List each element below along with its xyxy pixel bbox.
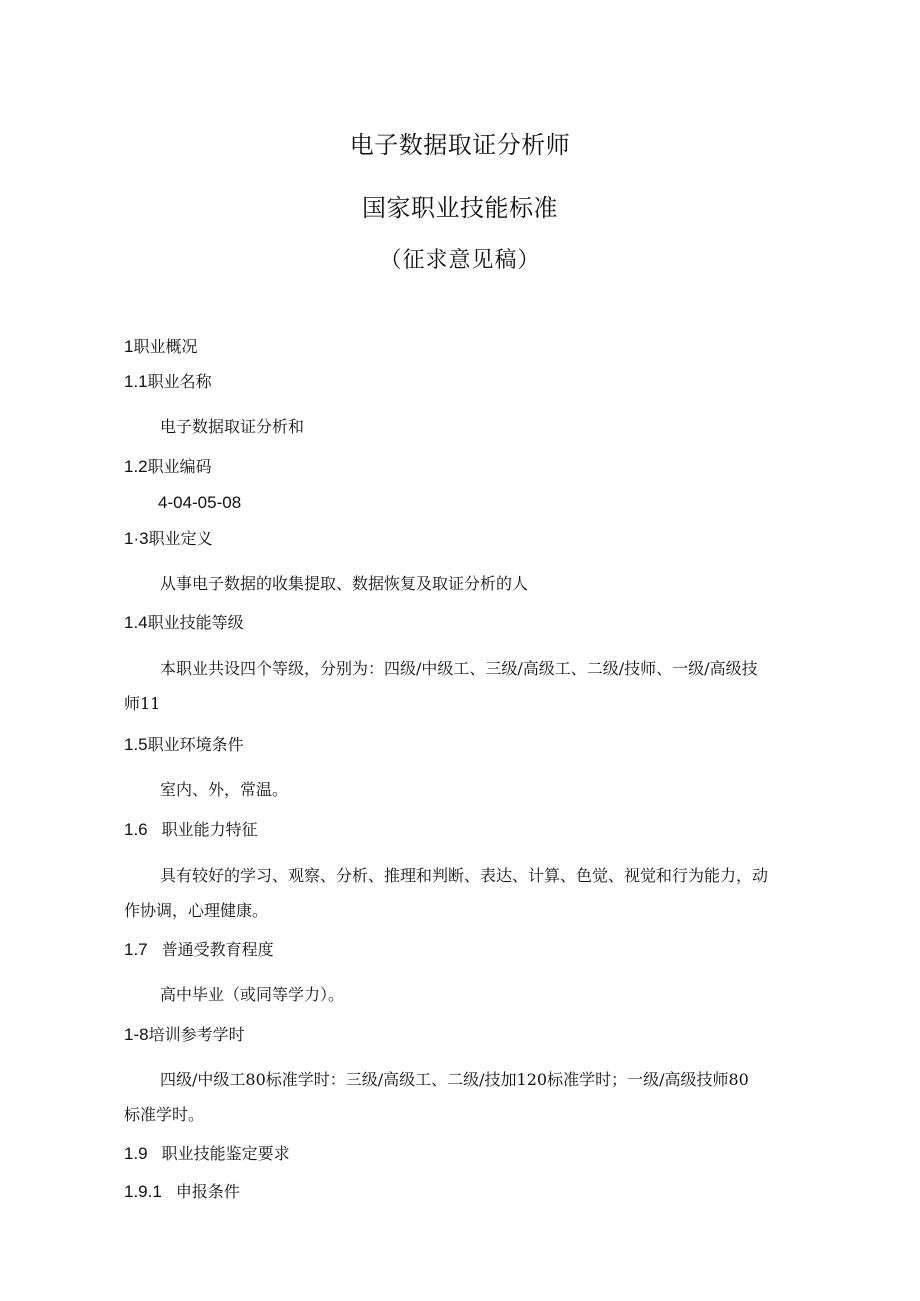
section-title: 职业定义 <box>148 529 213 548</box>
section-heading-1-2 <box>124 458 212 475</box>
section-number: 1.2 <box>124 457 148 476</box>
section-title: 职业能力特征 <box>161 820 258 839</box>
section-number: 1-8 <box>124 1025 149 1044</box>
section-number: 1.9.1 <box>124 1182 162 1201</box>
section-body-1-4-line1: 本职业共设四个等级，分别为：四级/中级工、三级/高级工、二级/技师、一级/高级技 <box>160 659 758 678</box>
section-body-1-3: 从事电子数据的收集提取、数据恢复及取证分析的人 <box>160 574 529 593</box>
section-number: 1·3 <box>124 529 149 548</box>
section-number: 1.1 <box>124 372 148 391</box>
section-title: 职业名称 <box>147 372 212 391</box>
section-title: 普通受教育程度 <box>161 940 274 959</box>
section-body-1-8-line2: 标准学时。 <box>124 1105 205 1124</box>
section-heading-1-5 <box>124 736 244 753</box>
section-number: 1.5 <box>124 735 148 754</box>
section-heading-1-1 <box>124 373 212 390</box>
occupation-code: 4-04-05-08 <box>158 493 242 512</box>
section-number: 1.7 <box>124 940 148 959</box>
section-title: 职业技能等级 <box>147 613 244 632</box>
section-heading-1-8 <box>124 1026 245 1043</box>
section-title: 申报条件 <box>175 1182 240 1201</box>
section-heading-1-4 <box>124 614 244 631</box>
section-body-1-7: 高中毕业（或同等学力）。 <box>160 985 345 1004</box>
section-heading-1-3 <box>124 530 213 547</box>
section-heading-1-6 <box>124 821 258 838</box>
section-heading-1 <box>124 338 197 355</box>
section-heading-1-7 <box>124 941 274 958</box>
section-body-1-1: 电子数据取证分析和 <box>160 417 305 436</box>
section-title: 职业概况 <box>133 337 198 356</box>
section-body-1-5: 室内、外，常温。 <box>160 780 289 799</box>
section-body-1-6-line1: 具有较好的学习、观察、分析、推理和判断、表达、计算、色觉、视觉和行为能力，动 <box>160 866 769 885</box>
draft-note: （征求意见稿） <box>379 248 541 273</box>
section-body-1-6-line2: 作协调，心理健康。 <box>124 901 269 920</box>
section-body-1-4-line2: 师11 <box>124 694 161 713</box>
section-title: 职业技能鉴定要求 <box>161 1144 290 1163</box>
section-title: 职业环境条件 <box>147 735 244 754</box>
section-title: 培训参考学时 <box>148 1025 245 1044</box>
document-title: 电子数据取证分析师 <box>349 131 571 159</box>
section-number: 1.9 <box>124 1144 148 1163</box>
section-body-1-8-line1: 四级/中级工80标准学时：三级/高级工、二级/技加120标准学时；一级/高级技师80 <box>160 1070 749 1089</box>
section-number: 1 <box>124 337 134 356</box>
section-title: 职业编码 <box>147 457 212 476</box>
section-number: 1.4 <box>124 613 148 632</box>
section-number: 1.6 <box>124 820 148 839</box>
section-heading-1-9-1 <box>124 1183 240 1200</box>
section-heading-1-9 <box>124 1145 290 1162</box>
document-subtitle: 国家职业技能标准 <box>362 194 558 222</box>
